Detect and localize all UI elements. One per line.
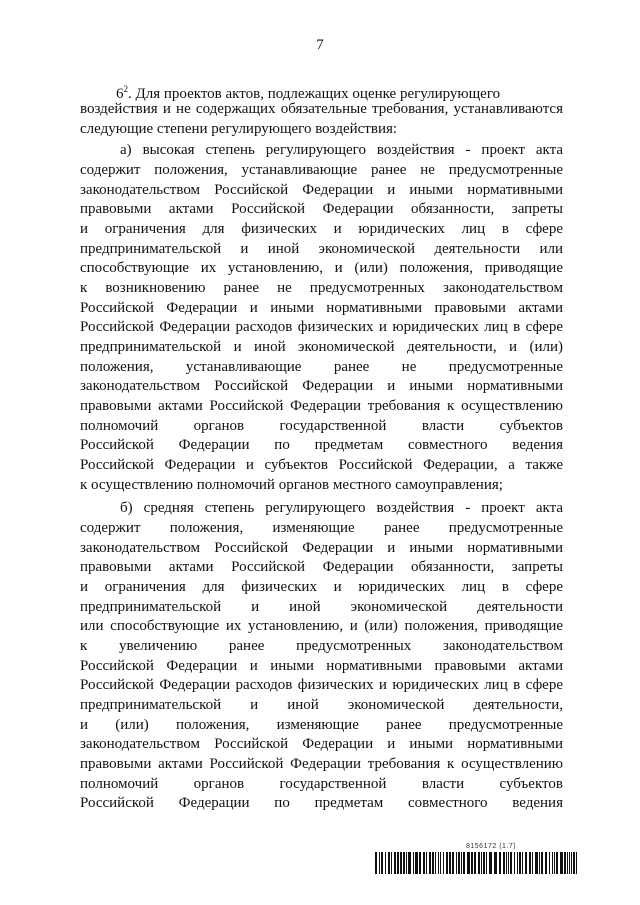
item-a-line: Российской Федерации по предметам совместного ведения	[80, 437, 563, 453]
item-b-line: полномочий органов государственной власти субъектов	[80, 776, 563, 792]
paragraph-number: $6^2$.	[116, 84, 132, 102]
item-a-line: полномочий органов государственной власти субъектов	[80, 418, 563, 434]
item-b-line: содержит положения, изменяющие ранее предусмотренные	[80, 520, 563, 536]
page-number: 7	[316, 37, 324, 53]
item-b-line: Российской Федерации по предметам совместного ведения	[80, 795, 563, 811]
item-b-line: законодательством Российской Федерации и иными нормативными	[80, 540, 563, 556]
item-b-line: предпринимательской и иной экономической деятельности,	[80, 697, 563, 713]
paragraph-6-2-line: следующие степени регулирующего воздействия:	[80, 121, 398, 137]
item-a-line: законодательством Российской Федерации и иными нормативными	[80, 378, 563, 394]
item-a-line: к осуществлению полномочий органов местного самоуправления;	[80, 477, 503, 493]
item-b-line: законодательством Российской Федерации и иными нормативными	[80, 736, 563, 752]
item-b-line: правовыми актами Российской Федерации требования к осуществлению	[80, 756, 563, 772]
item-b-line: правовыми актами Российской Федерации обязанности, запреты	[80, 559, 563, 575]
item-a-line: Российской Федерации и иными нормативными правовыми актами	[80, 300, 563, 316]
item-a-line: Российской Федерации и субъектов Российской Федерации, а также	[80, 457, 563, 473]
item-a-line: правовыми актами Российской Федерации обязанности, запреты	[80, 201, 563, 217]
item-a-line: и ограничения для физических и юридических лиц в сфере	[80, 221, 563, 237]
item-b-line: Российской Федерации и иными нормативными правовыми актами	[80, 658, 563, 674]
document-code: 8156172 (1.7)	[466, 843, 517, 850]
item-a-line: способствующие их установлению, и (или) положения, приводящие	[80, 260, 563, 276]
item-b-line: б) средняя степень регулирующего воздействия - проект акта	[120, 500, 563, 516]
item-b-line: предпринимательской и иной экономической деятельности	[80, 599, 563, 615]
item-a-line: законодательством Российской Федерации и иными нормативными	[80, 182, 563, 198]
paragraph-6-2-line: $6^2$. Для проектов актов, подлежащих оценке регулирующего	[116, 84, 501, 102]
item-a-line: а) высокая степень регулирующего воздействия - проект акта	[120, 142, 563, 158]
item-a-line: к возникновению ранее не предусмотренных законодательством	[80, 280, 563, 296]
item-a-line: положения, устанавливающие ранее не предусмотренные	[80, 359, 563, 375]
item-a-line: Российской Федерации расходов физических и юридических лиц в сфере	[80, 319, 563, 335]
item-b-line: Российской Федерации расходов физических и юридических лиц в сфере	[80, 677, 563, 693]
item-b-line: к увеличению ранее предусмотренных законодательством	[80, 638, 563, 654]
barcode-icon	[375, 852, 577, 874]
item-b-line: и (или) положения, изменяющие ранее предусмотренные	[80, 717, 563, 733]
item-b-line: и ограничения для физических и юридических лиц в сфере	[80, 579, 563, 595]
paragraph-6-2-line: воздействия и не содержащих обязательные требования, устанавливаются	[80, 101, 563, 117]
item-a-line: содержит положения, устанавливающие ранее не предусмотренные	[80, 162, 563, 178]
item-a-line: предпринимательской и иной экономической деятельности или	[80, 241, 563, 257]
item-b-line: или способствующие их установлению, и (или) положения, приводящие	[80, 618, 563, 634]
item-a-line: предпринимательской и иной экономической деятельности, и (или)	[80, 339, 563, 355]
item-a-line: правовыми актами Российской Федерации требования к осуществлению	[80, 398, 563, 414]
